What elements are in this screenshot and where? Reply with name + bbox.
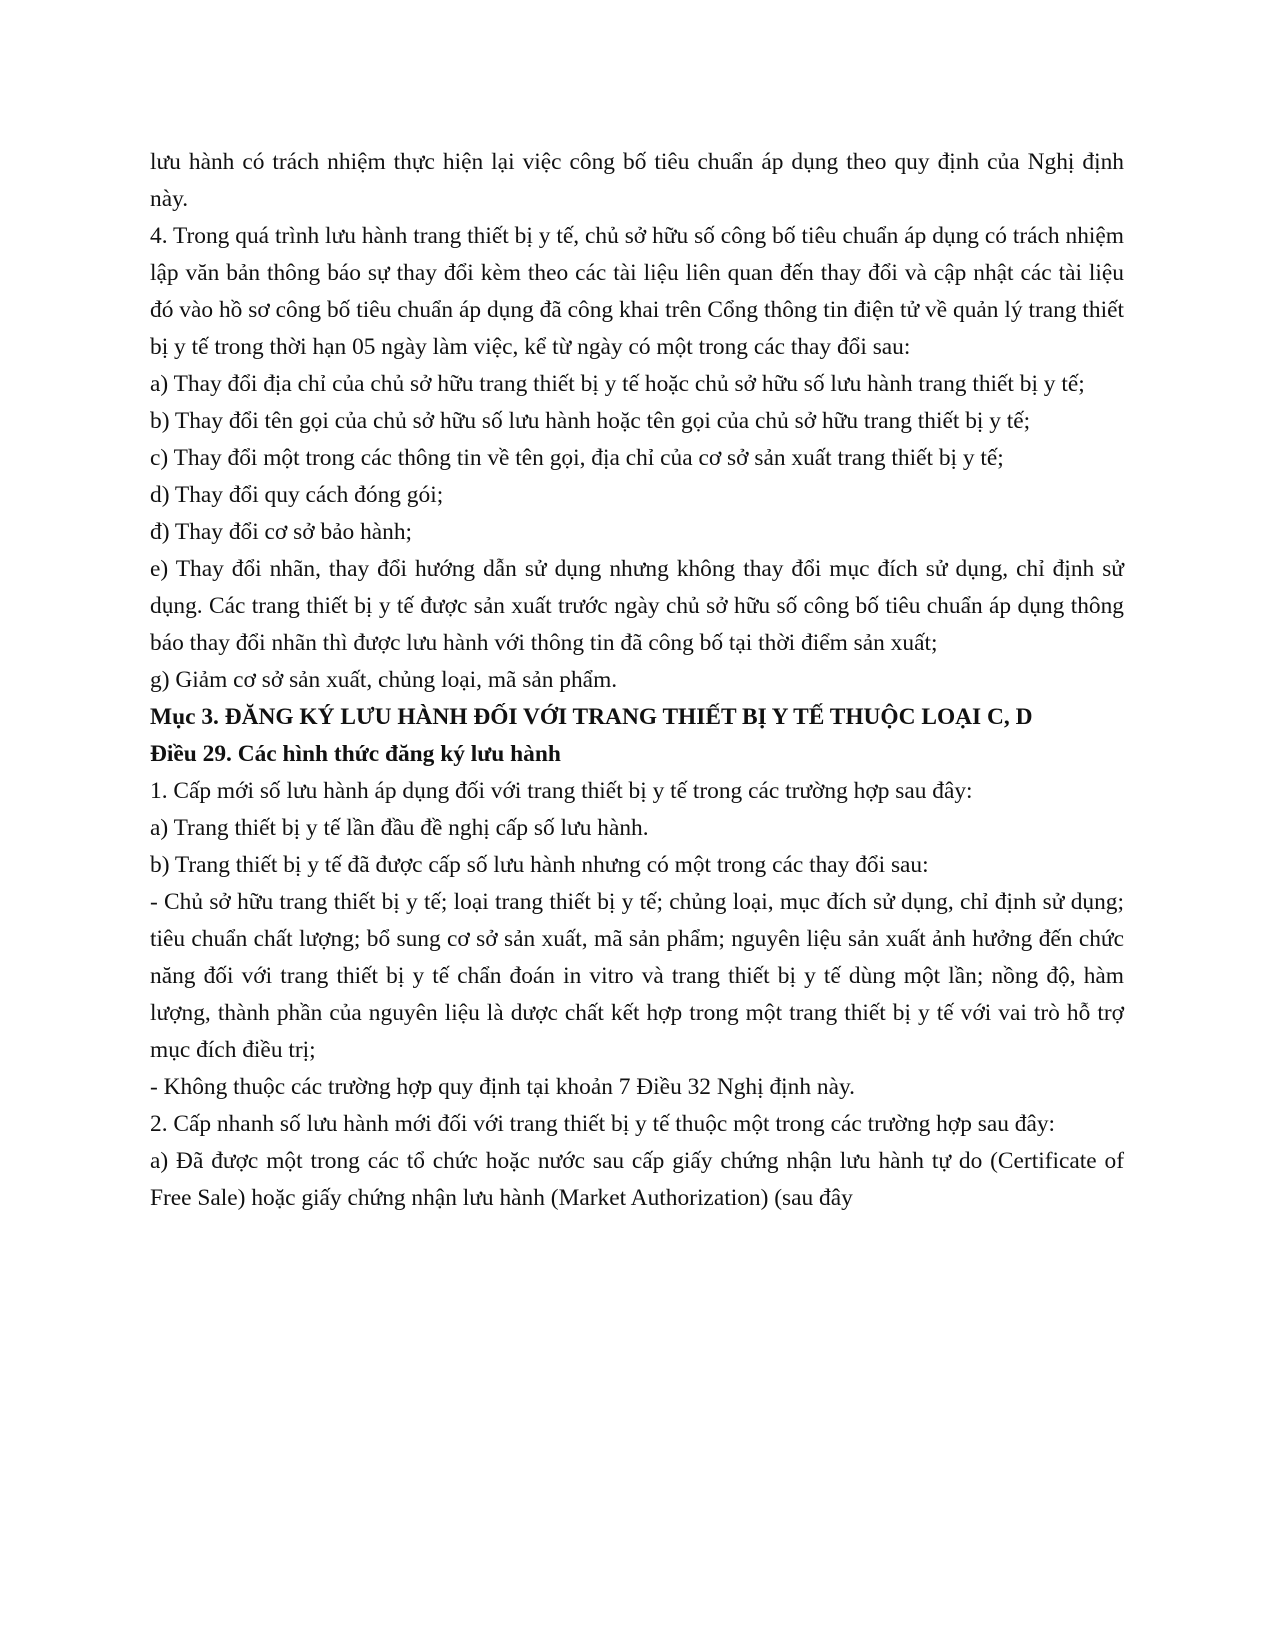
list-item-c: c) Thay đổi một trong các thông tin về tên gọi, địa chỉ của cơ sở sản xuất trang thiết bị y tế;	[150, 445, 1004, 471]
paragraph-clause-2: 2. Cấp nhanh số lưu hành mới đối với trang thiết bị y tế thuộc một trong các trường hợp sau đây:	[150, 1111, 1056, 1137]
list-item-d: d) Thay đổi quy cách đóng gói;	[150, 482, 444, 508]
list-item-2a: a) Đã được một trong các tổ chức hoặc nước sau cấp giấy chứng nhận lưu hành tự do (Certificate of Free Sale) hoặc giấy chứng nhận lưu hành (Market Authorization) (sau đây	[150, 1148, 1124, 1211]
list-item-g: g) Giảm cơ sở sản xuất, chủng loại, mã sản phẩm.	[150, 667, 618, 693]
list-item-1b: b) Trang thiết bị y tế đã được cấp số lưu hành nhưng có một trong các thay đổi sau:	[150, 852, 929, 878]
list-item-e: e) Thay đổi nhãn, thay đổi hướng dẫn sử dụng nhưng không thay đổi mục đích sử dụng, chỉ định sử dụng. Các trang thiết bị y tế được sản xuất trước ngày chủ sở hữu số công bố tiêu chuẩn áp dụng thông báo thay đổi nhãn thì được lưu hành với thông tin đã công bố tại thời điểm sản xuất;	[150, 556, 1124, 656]
dash-item-2: - Không thuộc các trường hợp quy định tại khoản 7 Điều 32 Nghị định này.	[150, 1074, 856, 1100]
paragraph-clause-4: 4. Trong quá trình lưu hành trang thiết bị y tế, chủ sở hữu số công bố tiêu chuẩn áp dụng có trách nhiệm lập văn bản thông báo sự thay đổi kèm theo các tài liệu liên quan đến thay đổi và cập nhật các tài liệu đó vào hồ sơ công bố tiêu chuẩn áp dụng đã công khai trên Cổng thông tin điện tử về quản lý trang thiết bị y tế trong thời hạn 05 ngày làm việc, kể từ ngày có một trong các thay đổi sau:	[150, 223, 1124, 360]
dash-item-1: - Chủ sở hữu trang thiết bị y tế; loại trang thiết bị y tế; chủng loại, mục đích sử dụng, chỉ định sử dụng; tiêu chuẩn chất lượng; bổ sung cơ sở sản xuất, mã sản phẩm; nguyên liệu sản xuất ảnh hưởng đến chức năng đối với trang thiết bị y tế chẩn đoán in vitro và trang thiết bị y tế dùng một lần; nồng độ, hàm lượng, thành phần của nguyên liệu là dược chất kết hợp trong một trang thiết bị y tế với vai trò hỗ trợ mục đích điều trị;	[150, 889, 1124, 1063]
document-body	[150, 144, 1124, 1217]
list-item-a: a) Thay đổi địa chỉ của chủ sở hữu trang thiết bị y tế hoặc chủ sở hữu số lưu hành trang thiết bị y tế;	[150, 371, 1085, 397]
list-item-b: b) Thay đổi tên gọi của chủ sở hữu số lưu hành hoặc tên gọi của chủ sở hữu trang thiết bị y tế;	[150, 408, 1031, 434]
paragraph-clause-1: 1. Cấp mới số lưu hành áp dụng đối với trang thiết bị y tế trong các trường hợp sau đây:	[150, 778, 973, 804]
paragraph-continuation: lưu hành có trách nhiệm thực hiện lại việc công bố tiêu chuẩn áp dụng theo quy định của Nghị định này.	[150, 149, 1124, 212]
section-heading-muc-3: Mục 3. ĐĂNG KÝ LƯU HÀNH ĐỐI VỚI TRANG THIẾT BỊ Y TẾ THUỘC LOẠI C, D	[150, 704, 1033, 730]
list-item-1a: a) Trang thiết bị y tế lần đầu đề nghị cấp số lưu hành.	[150, 815, 649, 841]
article-heading-dieu-29: Điều 29. Các hình thức đăng ký lưu hành	[150, 741, 561, 767]
list-item-dd: đ) Thay đổi cơ sở bảo hành;	[150, 519, 413, 545]
